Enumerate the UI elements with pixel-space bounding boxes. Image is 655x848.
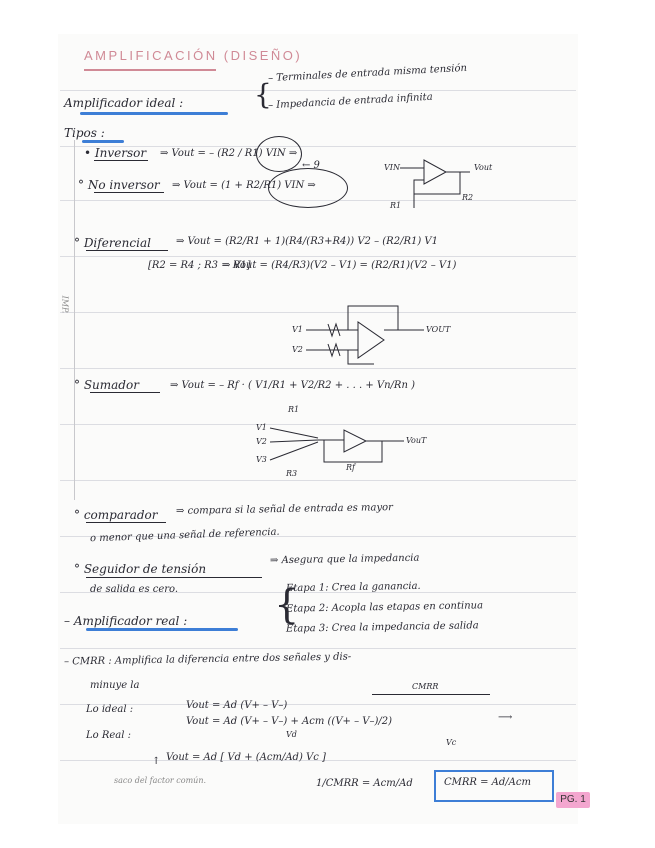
svg-text:Vout: Vout <box>474 163 493 172</box>
ideal-formula: Vout = Ad (V+ – V–) <box>186 700 288 711</box>
svg-text:V2: V2 <box>256 437 267 446</box>
svg-text:V2: V2 <box>292 345 303 354</box>
cmrr-line-3: Vout = Ad [ Vd + (Acm/Ad) Vc ] <box>166 752 326 763</box>
svg-text:VouT: VouT <box>406 436 427 445</box>
inverse-cmrr: 1/CMRR = Acm/Ad <box>316 778 413 789</box>
brace-icon: { <box>274 582 300 628</box>
margin-bracket <box>74 140 75 500</box>
title-underline <box>84 69 216 71</box>
etapa-3: Etapa 3: Crea la impedancia de salida <box>285 620 479 635</box>
no-inversor-formula: ⇒ Vout = (1 + R2/R1) VIN ⇒ <box>172 180 316 191</box>
ruled-line <box>60 704 576 705</box>
ruled-line <box>60 368 576 369</box>
svg-text:VOUT: VOUT <box>426 325 451 334</box>
ideal-point-1: – Terminales de entrada misma tensión <box>267 62 468 85</box>
page-number-badge: PG. 1 <box>556 792 590 808</box>
no-inversor-label: ° No inversor <box>78 178 160 192</box>
page-title: AMPLIFICACIÓN (DISEÑO) <box>84 48 303 63</box>
diferencial-condition: [R2 = R4 ; R3 = R1] <box>148 260 251 271</box>
seguidor-text-1: ⇒ Asegura que la impedancia <box>269 552 420 567</box>
ruled-line <box>60 256 576 257</box>
comparador-underline <box>86 522 166 523</box>
svg-text:R3: R3 <box>286 469 298 478</box>
cmrr-text-2: minuye la <box>90 680 140 691</box>
no-inversor-underline <box>94 192 164 193</box>
svg-text:Rf: Rf <box>346 463 355 472</box>
ruled-line <box>60 480 576 481</box>
vc-label: Vc <box>446 738 457 747</box>
inversor-formula: ⇒ Vout = – (R2 / R1) VIN ⇒ <box>160 148 298 159</box>
sumador-formula: ⇒ Vout = – Rf · ( V1/R1 + V2/R2 + . . . + Vn/Rn ) <box>170 380 415 391</box>
margin-note: IMP. <box>60 295 70 314</box>
cmrr-result: CMRR = Ad/Acm <box>444 777 531 788</box>
inversor-note: ← 9 <box>302 160 320 171</box>
cmrr-over-label: CMRR <box>412 682 439 691</box>
comparador-text-2: o menor que una señal de referencia. <box>89 526 280 545</box>
real-formula: Vout = Ad (V+ – V–) + Acm ((V+ – V–)/2) <box>186 716 393 727</box>
inverting-amp-schematic <box>384 156 504 216</box>
tipos-highlight <box>82 140 124 143</box>
ideal-label-cmrr: Lo ideal : <box>86 704 134 715</box>
cmrr-overbar <box>372 694 490 695</box>
sumador-label: ° Sumador <box>74 378 139 392</box>
circled-gain <box>268 168 348 208</box>
svg-text:R1: R1 <box>288 405 300 414</box>
vd-label: Vd <box>286 730 297 739</box>
up-arrow-icon: ↑ <box>152 756 161 767</box>
diferencial-formula: ⇒ Vout = (R2/R1 + 1)(R4/(R3+R4)) V2 – (R2/R1) V1 <box>176 236 438 247</box>
inversor-label: • Inversor <box>84 146 147 160</box>
real-highlight <box>86 628 238 631</box>
svg-text:V1: V1 <box>292 325 303 334</box>
inversor-underline <box>94 160 148 161</box>
ideal-highlight <box>80 112 228 115</box>
comparador-label: ° comparador <box>74 508 158 522</box>
svg-text:VIN: VIN <box>384 163 400 172</box>
diferencial-result: ⇒ Vout = (R4/R3)(V2 – V1) = (R2/R1)(V2 – V1) <box>222 260 457 271</box>
seguidor-underline <box>86 577 262 578</box>
circled-gain <box>256 136 302 172</box>
ruled-line <box>60 648 576 649</box>
svg-text:V3: V3 <box>256 455 267 464</box>
cmrr-text-1: – CMRR : Amplifica la diferencia entre dos señales y dis- <box>63 651 352 668</box>
etapa-1: Etapa 1: Crea la ganancia. <box>285 580 421 595</box>
svg-text:R1: R1 <box>390 201 402 210</box>
real-heading: – Amplificador real : <box>64 614 188 628</box>
seguidor-label: ° Seguidor de tensión <box>74 562 207 576</box>
ideal-heading: Amplificador ideal : <box>64 96 184 110</box>
ruled-line <box>60 90 576 91</box>
factor-note: saco del factor común. <box>114 776 207 785</box>
arrow-icon: ⟶ <box>498 712 513 723</box>
ideal-point-2: – Impedancia de entrada infinita <box>267 91 433 112</box>
svg-text:V1: V1 <box>256 423 267 432</box>
comparador-text-1: ⇒ compara si la señal de entrada es mayor <box>175 502 393 517</box>
tipos-heading: Tipos : <box>64 126 105 140</box>
real-label-cmrr: Lo Real : <box>86 730 131 741</box>
summing-amp-schematic <box>252 404 452 480</box>
sumador-underline <box>90 392 160 393</box>
brace-icon: { <box>254 78 272 111</box>
diferencial-label: ° Diferencial <box>74 236 151 250</box>
etapa-2: Etapa 2: Acopla las etapas en continua <box>285 600 484 615</box>
seguidor-text-2: de salida es cero. <box>90 584 179 595</box>
differential-amp-schematic <box>288 296 468 368</box>
svg-text:R2: R2 <box>462 193 474 202</box>
diferencial-underline <box>86 250 168 251</box>
